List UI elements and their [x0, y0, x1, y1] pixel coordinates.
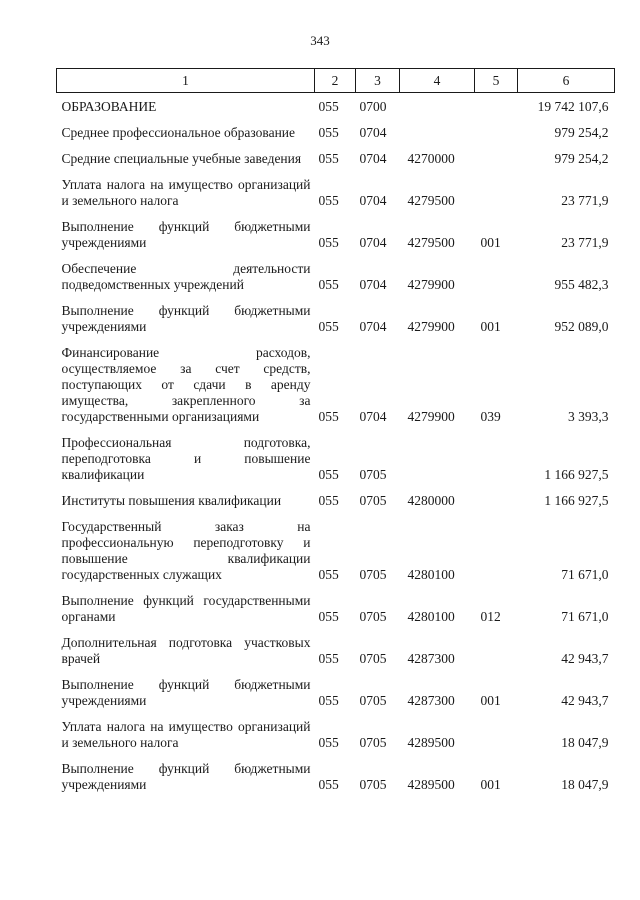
- row-amount: 952 089,0: [554, 319, 609, 334]
- row-code-5: [475, 146, 518, 172]
- row-amount: 979 254,2: [554, 151, 609, 166]
- row-name: Выполнение функций государственными органами: [61, 593, 311, 624]
- row-code-4: [400, 120, 475, 146]
- row-amount: 18 047,9: [561, 735, 609, 750]
- row-code-3: 0705: [359, 735, 387, 750]
- header-col-1: 1: [57, 69, 315, 93]
- row-name: Обеспечение деятельности подведомственных учреждений: [61, 261, 311, 292]
- page-number: 343: [310, 33, 330, 48]
- table-row: [57, 93, 615, 121]
- row-amount: 23 771,9: [561, 193, 609, 208]
- row-code-3: 0700: [359, 99, 387, 114]
- row-code-3: 0704: [359, 235, 387, 250]
- row-code-3: 0704: [359, 319, 387, 334]
- row-name: Выполнение функций бюджетными учреждениями: [61, 761, 311, 792]
- row-code-2: 055: [318, 467, 339, 482]
- table-row: [57, 120, 615, 146]
- row-code-3: 0705: [359, 493, 387, 508]
- row-name: Средние специальные учебные заведения: [61, 151, 302, 166]
- row-code-2: 055: [318, 693, 339, 708]
- header-col-2: 2: [315, 69, 356, 93]
- row-amount: 979 254,2: [554, 125, 609, 140]
- row-amount: 42 943,7: [561, 651, 609, 666]
- row-code-2: 055: [318, 777, 339, 792]
- row-name: Среднее профессиональное образование: [61, 125, 296, 140]
- row-amount: 23 771,9: [561, 235, 609, 250]
- table-row: [57, 172, 615, 214]
- table-row: [57, 488, 615, 514]
- row-code-3: 0704: [359, 151, 387, 166]
- row-code-4: 4279500: [407, 235, 455, 250]
- header-col-6: 6: [518, 69, 615, 93]
- row-code-4: [400, 93, 475, 121]
- row-code-4: 4279900: [407, 409, 455, 424]
- table-row: [57, 256, 615, 298]
- row-code-4: 4287300: [407, 651, 455, 666]
- row-name: Уплата налога на имущество организаций и земельного налога: [61, 719, 311, 750]
- row-code-3: 0705: [359, 651, 387, 666]
- table-header: [57, 69, 615, 93]
- row-code-4: 4279500: [407, 193, 455, 208]
- row-code-5: [475, 172, 518, 214]
- row-code-5: [475, 430, 518, 488]
- table-row: [57, 672, 615, 714]
- table-row: [57, 588, 615, 630]
- table-body: [57, 93, 615, 799]
- row-name: Уплата налога на имущество организаций и земельного налога: [61, 177, 311, 208]
- header-col-5: 5: [475, 69, 518, 93]
- row-code-3: 0704: [359, 125, 387, 140]
- row-code-4: 4279900: [407, 319, 455, 334]
- row-code-3: 0704: [359, 277, 387, 292]
- table-row: [57, 214, 615, 256]
- row-name: ОБРАЗОВАНИЕ: [61, 99, 157, 114]
- row-code-4: 4280100: [407, 609, 455, 624]
- row-amount: 18 047,9: [561, 777, 609, 792]
- row-amount: 42 943,7: [561, 693, 609, 708]
- table-row: [57, 298, 615, 340]
- table-row: [57, 630, 615, 672]
- row-code-4: 4279900: [407, 277, 455, 292]
- row-amount: 19 742 107,6: [537, 99, 609, 114]
- row-amount: 71 671,0: [561, 609, 609, 624]
- row-code-5: 012: [480, 609, 501, 624]
- table-row: [57, 514, 615, 588]
- row-code-5: 039: [480, 409, 501, 424]
- table-row: [57, 756, 615, 798]
- row-code-5: [475, 630, 518, 672]
- row-code-3: 0705: [359, 609, 387, 624]
- row-code-2: 055: [318, 493, 339, 508]
- row-name: Выполнение функций бюджетными учреждениями: [61, 303, 311, 334]
- row-code-4: [400, 430, 475, 488]
- row-name: Выполнение функций бюджетными учреждениями: [61, 677, 311, 708]
- row-name: Институты повышения квалификации: [61, 493, 282, 508]
- row-code-2: 055: [318, 409, 339, 424]
- table-row: [57, 340, 615, 430]
- header-row: [57, 69, 615, 93]
- row-code-2: 055: [318, 125, 339, 140]
- row-code-5: [475, 120, 518, 146]
- row-name: Выполнение функций бюджетными учреждениями: [61, 219, 311, 250]
- row-code-2: 055: [318, 235, 339, 250]
- header-col-4: 4: [400, 69, 475, 93]
- row-amount: 1 166 927,5: [544, 467, 609, 482]
- budget-table: [56, 68, 615, 798]
- row-code-2: 055: [318, 193, 339, 208]
- row-code-2: 055: [318, 99, 339, 114]
- row-code-5: 001: [480, 319, 501, 334]
- row-name: Финансирование расходов, осуществляемое за счет средств, поступающих от сдачи в аренду имущества, закрепленного за государственными организациями: [61, 345, 311, 424]
- table-row: [57, 146, 615, 172]
- row-code-2: 055: [318, 151, 339, 166]
- row-code-5: [475, 488, 518, 514]
- row-code-5: [475, 714, 518, 756]
- row-code-2: 055: [318, 651, 339, 666]
- row-code-2: 055: [318, 567, 339, 582]
- row-name: Профессиональная подготовка, переподготовка и повышение квалификации: [61, 435, 311, 482]
- row-code-4: 4289500: [407, 735, 455, 750]
- row-name: Государственный заказ на профессиональную переподготовку и повышение квалификации государственных служащих: [61, 519, 311, 582]
- row-code-2: 055: [318, 277, 339, 292]
- row-code-2: 055: [318, 319, 339, 334]
- row-amount: 1 166 927,5: [544, 493, 609, 508]
- row-code-3: 0705: [359, 777, 387, 792]
- row-code-5: [475, 514, 518, 588]
- row-code-5: 001: [480, 235, 501, 250]
- table-row: [57, 430, 615, 488]
- row-code-4: 4280000: [407, 493, 455, 508]
- row-code-3: 0705: [359, 467, 387, 482]
- row-code-4: 4270000: [407, 151, 455, 166]
- row-code-3: 0705: [359, 567, 387, 582]
- row-code-4: 4280100: [407, 567, 455, 582]
- header-col-3: 3: [356, 69, 400, 93]
- row-code-4: 4287300: [407, 693, 455, 708]
- row-name: Дополнительная подготовка участковых врачей: [61, 635, 311, 666]
- row-code-5: [475, 93, 518, 121]
- table-row: [57, 714, 615, 756]
- row-code-5: 001: [480, 777, 501, 792]
- row-code-3: 0704: [359, 193, 387, 208]
- row-amount: 955 482,3: [554, 277, 609, 292]
- row-amount: 3 393,3: [568, 409, 609, 424]
- row-code-2: 055: [318, 735, 339, 750]
- row-code-5: 001: [480, 693, 501, 708]
- row-amount: 71 671,0: [561, 567, 609, 582]
- row-code-3: 0704: [359, 409, 387, 424]
- row-code-5: [475, 256, 518, 298]
- row-code-4: 4289500: [407, 777, 455, 792]
- row-code-2: 055: [318, 609, 339, 624]
- row-code-3: 0705: [359, 693, 387, 708]
